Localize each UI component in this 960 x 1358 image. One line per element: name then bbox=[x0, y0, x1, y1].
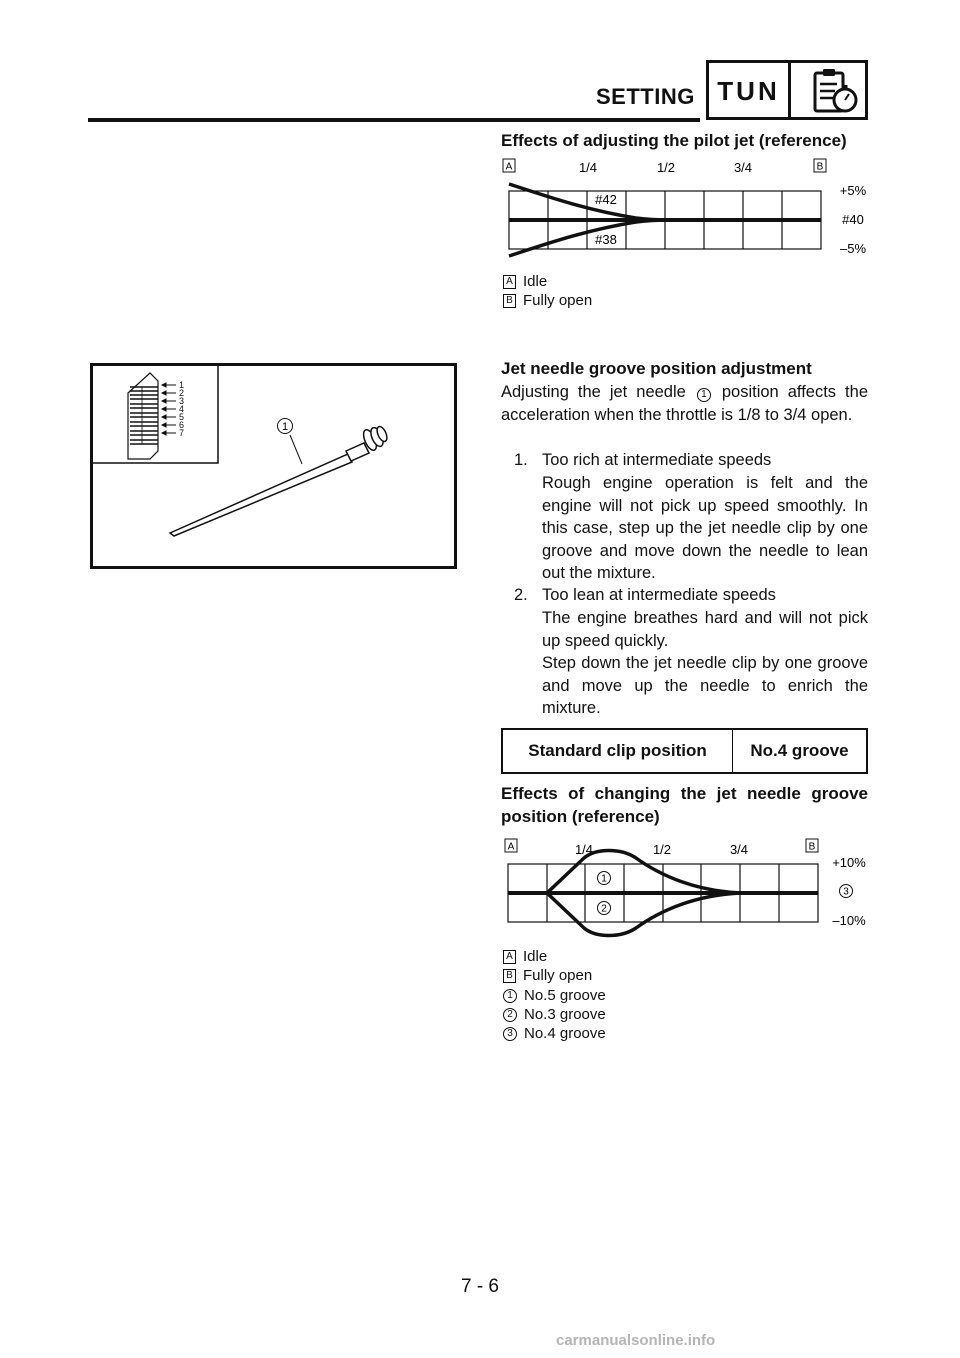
pilot-jet-legend-b bbox=[503, 291, 592, 311]
series-curve-38 bbox=[509, 220, 671, 256]
x-tick-label: 3/4 bbox=[729, 842, 749, 857]
x-tick-label: 3/4 bbox=[733, 160, 753, 175]
groove-number: 6 bbox=[179, 420, 185, 430]
legend-key: A bbox=[503, 950, 516, 964]
svg-text:1: 1 bbox=[601, 873, 607, 885]
groove-number: 5 bbox=[179, 412, 185, 422]
clipboard-stopwatch-icon bbox=[809, 67, 859, 115]
svg-text:B: B bbox=[808, 841, 816, 853]
legend-text: Idle bbox=[523, 273, 548, 290]
groove-position-chart bbox=[496, 836, 876, 948]
x-tick-label: 1/4 bbox=[578, 160, 598, 175]
spec-label: Standard clip position bbox=[503, 730, 733, 772]
pilot-jet-chart bbox=[496, 154, 876, 264]
legend-text: No.4 groove bbox=[524, 1025, 606, 1042]
list-item-number: 1. bbox=[514, 451, 528, 469]
y-label: –5% bbox=[839, 241, 867, 256]
list-item-body: The engine breathes hard and will not pick up speed quickly. bbox=[542, 609, 868, 650]
curve-label: #38 bbox=[595, 232, 617, 247]
jet-needle-figure bbox=[90, 363, 457, 569]
part-ref-callout: 1 bbox=[697, 388, 711, 402]
y-label: +10% bbox=[832, 855, 866, 870]
jet-needle-intro: Adjusting the jet needle 1 position affects the acceleration when the throttle is 1/8 to 3/4 open. bbox=[501, 383, 868, 424]
curve-label: #42 bbox=[595, 192, 617, 207]
groove-legend-a bbox=[503, 947, 547, 967]
groove-number: 1 bbox=[179, 380, 185, 390]
list-item-number: 2. bbox=[514, 586, 528, 604]
curve-label bbox=[598, 872, 611, 885]
groove-chart-key-a bbox=[505, 839, 517, 853]
pilot-jet-chart-key-a bbox=[503, 159, 515, 173]
x-tick-label: 1/2 bbox=[656, 160, 676, 175]
curve-label bbox=[598, 902, 611, 915]
legend-text: Idle bbox=[523, 948, 548, 965]
svg-text:A: A bbox=[505, 161, 513, 173]
watermark: carmanualsonline.info bbox=[556, 1332, 716, 1349]
spec-value: No.4 groove bbox=[750, 741, 849, 760]
section-tab-label: TUN bbox=[709, 63, 791, 117]
list-item-body: Rough engine operation is felt and the engine will not pick up speed smoothly. In this case, step up the jet needle clip by one groove and move down the needle to lean out the mixture. bbox=[542, 474, 868, 583]
pilot-jet-chart-key-b bbox=[814, 159, 826, 173]
groove-legend-1 bbox=[503, 986, 606, 1006]
legend-key: 1 bbox=[503, 989, 517, 1003]
groove-chart-key-b bbox=[806, 839, 818, 853]
groove-legend-b bbox=[503, 966, 592, 986]
svg-text:1: 1 bbox=[281, 421, 289, 433]
groove-number: 2 bbox=[179, 388, 185, 398]
series-curve-42 bbox=[509, 184, 671, 220]
legend-text: No.3 groove bbox=[524, 1006, 606, 1023]
series-curve-no3 bbox=[547, 893, 741, 936]
page-number: 7 - 6 bbox=[460, 1276, 500, 1297]
y-label: #40 bbox=[842, 212, 864, 227]
pilot-jet-legend-a bbox=[503, 272, 547, 292]
legend-text: Fully open bbox=[523, 292, 593, 309]
groove-legend-2 bbox=[503, 1005, 606, 1025]
y-label bbox=[840, 885, 853, 898]
groove-legend-3 bbox=[503, 1024, 606, 1044]
section-title: SETTING bbox=[596, 84, 695, 109]
list-item-body: Step down the jet needle clip by one groove and move up the needle to enrich the mixture. bbox=[542, 654, 868, 718]
x-tick-label: 1/4 bbox=[574, 842, 594, 857]
pilot-jet-heading: Effects of adjusting the pilot jet (reference) bbox=[501, 131, 847, 150]
groove-number: 4 bbox=[179, 404, 185, 414]
groove-number: 7 bbox=[179, 428, 185, 438]
legend-text: Fully open bbox=[523, 967, 593, 984]
header-rule bbox=[88, 118, 700, 122]
section-tab bbox=[706, 60, 868, 120]
legend-text: No.5 groove bbox=[524, 987, 606, 1004]
svg-text:A: A bbox=[507, 841, 515, 853]
list-item-title: Too lean at intermediate speeds bbox=[542, 586, 776, 604]
svg-text:3: 3 bbox=[843, 886, 849, 898]
standard-clip-spec-table bbox=[501, 728, 868, 774]
x-tick-label: 1/2 bbox=[652, 842, 672, 857]
legend-key: 2 bbox=[503, 1008, 517, 1022]
jet-needle-heading: Jet needle groove position adjustment bbox=[501, 359, 812, 378]
legend-key: A bbox=[503, 275, 516, 289]
legend-key: 3 bbox=[503, 1027, 517, 1041]
list-item-title: Too rich at intermediate speeds bbox=[542, 451, 772, 469]
needle-callout bbox=[278, 419, 293, 434]
svg-text:2: 2 bbox=[601, 903, 607, 915]
legend-key: B bbox=[503, 294, 516, 308]
legend-key: B bbox=[503, 969, 516, 983]
groove-number: 3 bbox=[179, 396, 185, 406]
y-label: –10% bbox=[832, 913, 866, 928]
groove-heading: Effects of changing the jet needle groove position (reference) bbox=[501, 784, 868, 826]
svg-text:B: B bbox=[816, 161, 824, 173]
y-label: +5% bbox=[839, 183, 867, 198]
